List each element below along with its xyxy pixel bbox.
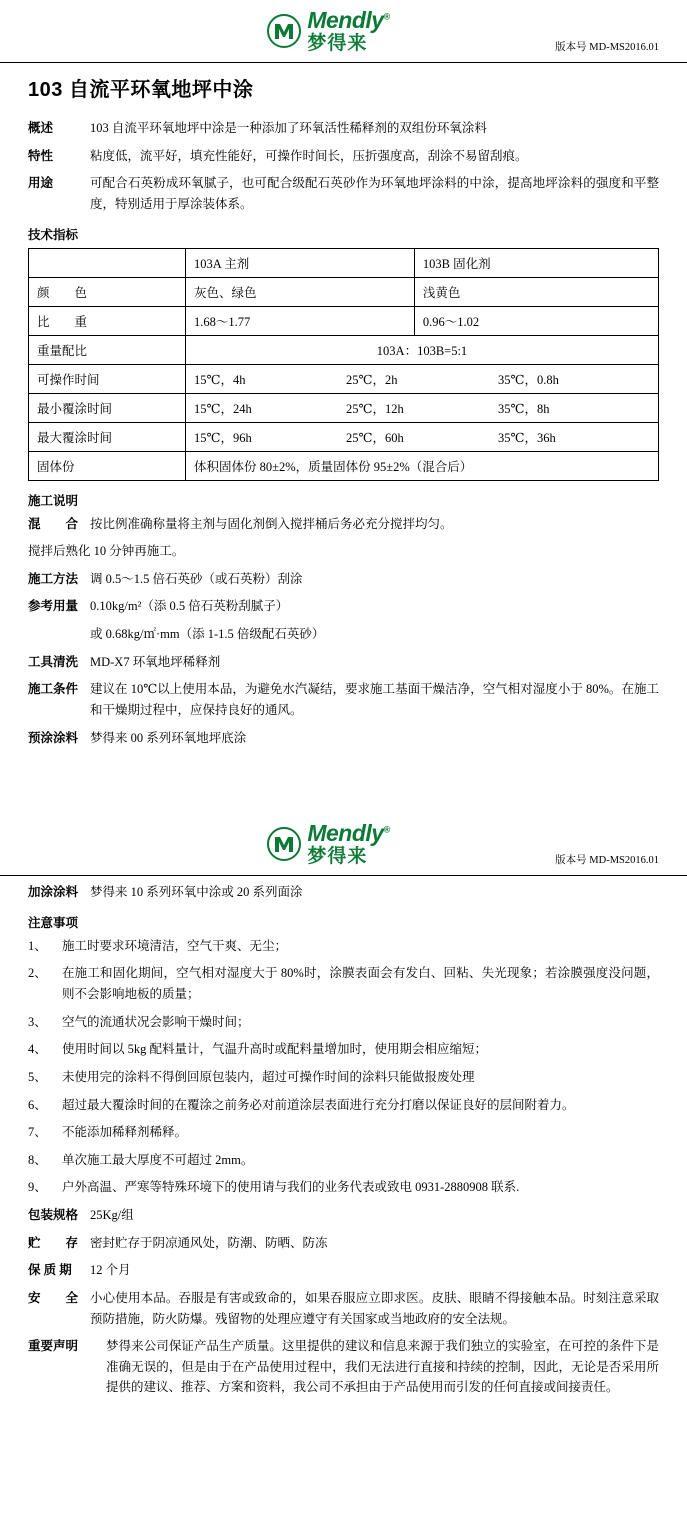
brand-logo: [267, 9, 389, 53]
list-item-text: 施工时要求环境清洁，空气干爽、无尘；: [62, 938, 288, 953]
table-cell: 灰色、绿色: [186, 277, 415, 306]
section-label: 工具清洗: [28, 654, 79, 669]
section-text: 103 自流平环氧地坪中涂是一种添加了环氧活性稀释剂的双组份环氧涂料: [90, 121, 487, 135]
table-cell: 1.68～1.77: [186, 306, 415, 335]
registered-mark: ®: [383, 11, 390, 22]
section-mixing: [28, 514, 659, 535]
table-cell: 体积固体份 80±2%，质量固体份 95±2%（混合后）: [186, 451, 659, 480]
section-text: 梦得来 10 系列环氧中涂或 20 系列面涂: [90, 885, 303, 900]
section-method: [28, 569, 659, 590]
header-divider-1: [0, 62, 687, 63]
section-label: 施工方法: [28, 571, 79, 586]
table-row: [29, 393, 659, 422]
list-item-number: 3、: [28, 1014, 47, 1029]
table-subcell: 15℃，4h: [194, 372, 246, 387]
list-item-number: 8、: [28, 1152, 47, 1167]
list-item-text: 户外高温、严寒等特殊环境下的使用请与我们的业务代表或致电 0931-2880908 联系.: [62, 1180, 520, 1195]
section-label: 包装规格: [28, 1208, 79, 1222]
section-packaging: [28, 1205, 659, 1226]
notes-list: [28, 936, 659, 1198]
brand-name-en: Mendly®: [307, 820, 390, 847]
list-item-number: 6、: [28, 1097, 47, 1112]
table-cell: 103A：103B=5:1: [186, 335, 659, 364]
list-item-text: 在施工和固化期间，空气相对湿度大于 80%时，涂膜表面会有发白、回粘、失光现象；若涂膜强度没问题，则不会影响地板的质量；: [62, 966, 659, 1001]
section-label: 概述: [28, 121, 54, 135]
table-subcell: 25℃，2h: [346, 372, 398, 387]
section-label: 用途: [28, 176, 54, 191]
table-cell: 103A 主剂: [186, 248, 415, 277]
table-cell: 最大覆涂时间: [29, 422, 186, 451]
section-topcoat: [28, 882, 659, 903]
section-label: 参考用量: [28, 599, 79, 614]
table-subcell: 35℃，8h: [498, 401, 550, 416]
spec-heading: 技术指标: [28, 227, 79, 242]
table-cell: 0.96～1.02: [414, 306, 658, 335]
section-text: 梦得来 00 系列环氧地坪底涂: [90, 730, 247, 745]
section-text: 密封贮存于阴凉通风处，防潮、防晒、防冻: [90, 1235, 328, 1250]
section-features: [28, 146, 659, 167]
section-text: 12 个月: [90, 1263, 131, 1278]
table-row: [29, 422, 659, 451]
list-item-number: 5、: [28, 1069, 47, 1084]
section-consumption: [28, 596, 659, 617]
list-item: [28, 1039, 659, 1060]
section-mixing-text2: 搅拌后熟化 10 分钟再施工。: [28, 544, 185, 559]
list-item-number: 9、: [28, 1180, 47, 1195]
section-conditions: [28, 679, 659, 720]
list-item-number: 4、: [28, 1042, 47, 1057]
brand-logo-2: [267, 822, 389, 866]
page-title: 103 自流平环氧地坪中涂: [28, 79, 254, 101]
section-storage: [28, 1233, 659, 1254]
brand-wordmark: [307, 9, 389, 53]
table-subcell: 15℃，96h: [194, 430, 252, 445]
list-item-number: 1、: [28, 938, 47, 953]
section-tool-cleaning: [28, 652, 659, 673]
list-item: [28, 963, 659, 1004]
brand-name-cn: 梦得来: [307, 846, 368, 868]
section-label: 贮 存: [28, 1235, 79, 1250]
table-row: [29, 306, 659, 335]
section-consumption-text2: 或 0.68kg/㎡·mm（添 1-1.5 倍级配石英砂）: [90, 627, 325, 641]
section-primer: [28, 728, 659, 749]
table-row: [29, 451, 659, 480]
section-usage: [28, 173, 659, 214]
section-label: 安 全: [28, 1290, 79, 1305]
section-text: 可配合石英粉成环氧腻子，也可配合级配石英砂作为环氧地坪涂料的中涂，提高地坪涂料的强度和平整度，特别适用于厚涂装体系。: [90, 176, 659, 211]
section-overview: [28, 118, 659, 139]
section-text: MD-X7 环氧地坪稀释剂: [90, 654, 221, 669]
version-label-page2: 版本号 MD-MS2016.01: [555, 855, 659, 867]
table-cell: [186, 393, 659, 422]
section-label: 重要声明: [28, 1339, 79, 1354]
brand-name-cn: 梦得来: [307, 33, 368, 54]
section-label: 混 合: [28, 516, 79, 531]
list-item: [28, 1177, 659, 1198]
table-cell: 固体份: [29, 451, 186, 480]
list-item: [28, 1012, 659, 1033]
table-cell: 颜 色: [29, 277, 186, 306]
list-item-text: 超过最大覆涂时间的在覆涂之前务必对前道涂层表面进行充分打磨以保证良好的层间附着力。: [62, 1097, 575, 1112]
section-text: 0.10kg/m²（添 0.5 倍石英粉刮腻子）: [90, 599, 289, 614]
list-item-text: 使用时间以 5kg 配料量计，气温升高时或配料量增加时，使用期会相应缩短；: [62, 1042, 488, 1057]
list-item: [28, 936, 659, 957]
table-row: [29, 335, 659, 364]
table-header-row: [29, 248, 659, 277]
section-label: 预涂涂料: [28, 730, 79, 745]
list-item: [28, 1095, 659, 1116]
section-shelf-life: [28, 1260, 659, 1281]
header-divider-2: [0, 875, 687, 876]
mendly-m-logo-icon: [267, 14, 301, 48]
section-text: 小心使用本品。吞服是有害或致命的，如果吞服应立即求医。皮肤、眼睛不得接触本品。时刻注意采取预防措施，防火防爆。残留物的处理应遵守有关国家或当地政府的安全法规。: [90, 1290, 659, 1326]
section-safety: [28, 1288, 659, 1329]
list-item-number: 2、: [28, 966, 47, 981]
technical-spec-table: [28, 248, 659, 481]
mendly-m-logo-icon: [267, 827, 301, 861]
table-subcell: 35℃，0.8h: [498, 372, 559, 387]
table-cell: 浅黄色: [414, 277, 658, 306]
section-text: 按比例准确称量将主剂与固化剂倒入搅拌桶后务必充分搅拌均匀。: [90, 516, 453, 531]
section-text: 粘度低，流平好，填充性能好，可操作时间长，压折强度高，刮涂不易留刮痕。: [90, 148, 528, 163]
table-cell: 比 重: [29, 306, 186, 335]
table-row: [29, 277, 659, 306]
list-item-text: 未使用完的涂料不得倒回原包装内，超过可操作时间的涂料只能做报废处理: [62, 1069, 475, 1084]
table-subcell: 15℃，24h: [194, 401, 252, 416]
section-text: 调 0.5～1.5 倍石英砂（或石英粉）刮涂: [90, 571, 303, 586]
table-cell: 103B 固化剂: [414, 248, 658, 277]
table-subcell: 25℃，60h: [346, 430, 404, 445]
section-label: 特性: [28, 148, 54, 163]
notes-heading: 注意事项: [28, 915, 79, 930]
document-header: [0, 0, 687, 62]
table-cell: [186, 364, 659, 393]
page-break-spacer: [0, 755, 687, 795]
table-cell: 可操作时间: [29, 364, 186, 393]
page-2: [0, 795, 687, 1398]
document-header-2: [0, 813, 687, 875]
section-text: 建议在 10℃以上使用本品，为避免水汽凝结，要求施工基面干燥洁净，空气相对湿度小于 80%。在施工和干燥期过程中，应保持良好的通风。: [90, 682, 659, 717]
section-label: 施工条件: [28, 682, 79, 697]
list-item-text: 空气的流通状况会影响干燥时间；: [62, 1014, 250, 1029]
section-label: 保 质 期: [28, 1263, 72, 1278]
version-label-page1: 版本号 MD-MS2016.01: [555, 42, 659, 53]
list-item-number: 7、: [28, 1125, 47, 1140]
brand-wordmark-2: [307, 822, 389, 866]
list-item-text: 不能添加稀释剂稀释。: [62, 1125, 188, 1140]
table-cell: 最小覆涂时间: [29, 393, 186, 422]
table-cell: 重量配比: [29, 335, 186, 364]
list-item: [28, 1150, 659, 1171]
table-cell: [29, 248, 186, 277]
table-cell: [186, 422, 659, 451]
section-disclaimer: [28, 1336, 659, 1398]
brand-name-en: Mendly®: [307, 7, 390, 33]
list-item-text: 单次施工最大厚度不可超过 2mm。: [62, 1152, 254, 1167]
table-subcell: 25℃，12h: [346, 401, 404, 416]
section-text: 梦得来公司保证产品生产质量。这里提供的建议和信息来源于我们独立的实验室，在可控的条件下是准确无误的，但是由于在产品使用过程中，我们无法进行直接和持续的控制，因此，无论是否采用所提供的建议、推荐、方案和资料，我公司不承担由于产品使用而引发的任何直接或间接责任。: [106, 1339, 659, 1395]
section-label: 加涂涂料: [28, 885, 79, 900]
table-subcell: 35℃，36h: [498, 430, 556, 445]
list-item: [28, 1067, 659, 1088]
section-text: 25Kg/组: [90, 1208, 134, 1222]
registered-mark: ®: [383, 824, 390, 835]
list-item: [28, 1122, 659, 1143]
table-row: [29, 364, 659, 393]
construction-heading: 施工说明: [28, 493, 79, 508]
